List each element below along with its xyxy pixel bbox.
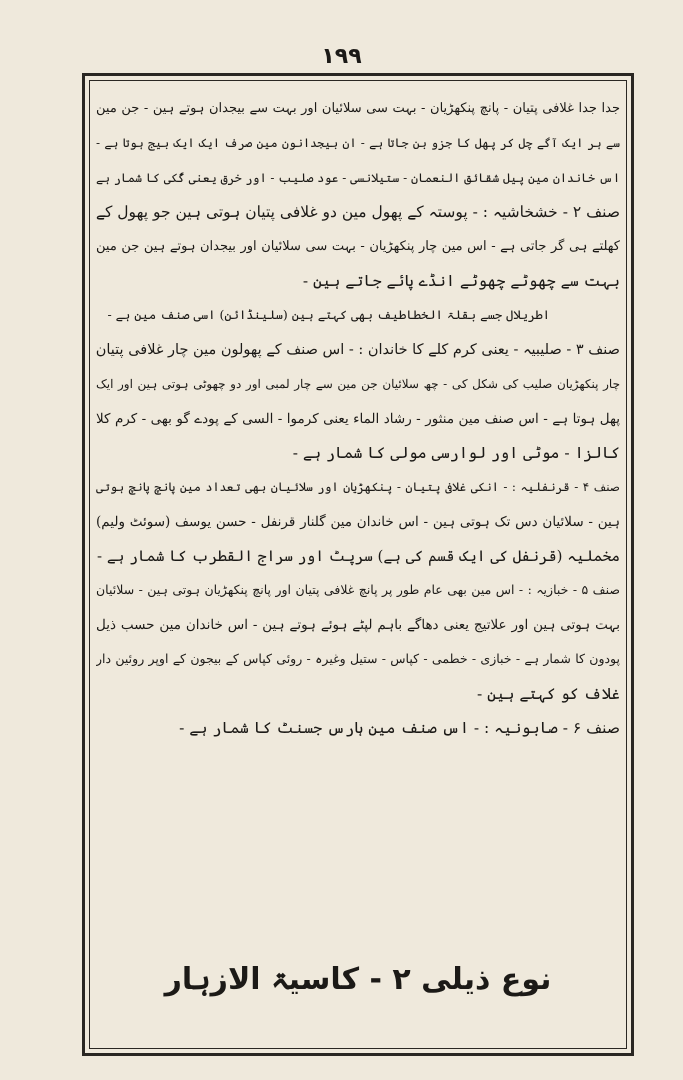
- text-line-section-2: صنف ۲ - خشخاشیہ : - پوستہ کے پھول مین دو غلافی پتیان ہوتی ہین جو پھول کے: [96, 203, 620, 222]
- text-line-section-3: صنف ۳ - صلیبیہ - یعنی کرم کلے کا خاندان : - اس صنف کے پھولون مین چار غلافی پتیان: [96, 341, 620, 358]
- text-line: مخملیہ (قرنفل کی ایک قسم کی ہے) سرپٹ اور سراج القطرب کا شمار ہے -: [97, 547, 620, 566]
- text-line-section-5: صنف ۵ - خبازیہ : - اس مین بھی عام طور پر پانچ غلافی پتیان اور پانچ پنکھڑیان ہوتی ہین - سلائیان: [96, 582, 620, 598]
- section-subtitle: نوع ذیلی ۲ - کاسیۃ الازہار: [164, 962, 552, 997]
- text-line: پھل ہوتا ہے - اس صنف مین منثور - رشاد الماء یعنی کرموا - السی کے پودے گو بھی - کرم کلا: [96, 410, 620, 427]
- text-line: چار پنکھڑیان صلیب کی شکل کی - چھ سلائیان جن مین سے چار لمبی اور دو چھوٹی ہوتی ہین اور ایک: [96, 377, 620, 392]
- text-line: بہت ہوتی ہین اور علاتیج یعنی دھاگے باہم لپٹے ہوئے ہوتے ہین - اس خاندان مین حسب ذیل: [96, 616, 620, 633]
- text-line-section-4: صنف ۴ - قرنفلیہ : - انکی غلافی پتیان - پنکھڑیان اور سلائیان بھی تعداد مین پانچ پانچ ہوتی: [96, 480, 620, 495]
- text-line: ہین - سلائیان دس تک ہوتی ہین - اس خاندان مین گلنار قرنفل - حسن یوسف (سوئٹ ولیم): [96, 513, 620, 530]
- text-line: پودون کا شمار ہے - خبازی - خطمی - کپاس - ستیل وغیرہ - روئی کپاس کے بیجون کے اوپر روئین دار: [96, 651, 620, 667]
- text-line: کالزا - موٹی اور لوارسی مولی کا شمار ہے -: [292, 443, 620, 462]
- text-line-section-6: صنف ۶ - صابونیہ : - اس صنف مین ہارس جسنٹ کا شمار ہے -: [179, 719, 620, 738]
- text-line: اس خاندان مین پیل شقائق النعمان - ستیلانسی - عود صلیب - اور خرق یعنی گُکی کا شمار ہے: [96, 170, 620, 185]
- text-line: سے ہر ایک آگے چل کر پھل کا جزو بن جاتا ہے - ان بیجدانون مین صرف ایک ایک بیج ہوتا ہے -: [96, 136, 620, 151]
- body-text: [96, 92, 620, 745]
- text-line: کھلتے ہی گر جاتی ہے - اس مین چار پنکھڑیان - بہت سی سلائیان اور بیجدان ہوتے ہین جن مین: [96, 238, 620, 254]
- text-line: بہت سے چھوٹے چھوٹے انڈے پائے جاتے ہین -: [302, 271, 620, 290]
- page-number: ۱۹۹: [321, 44, 362, 69]
- text-line: اطریلال جسے بقلۃ الخطاطیف بھی کہتے ہین (سلینڈائن) اسی صنف مین ہے -: [107, 307, 550, 323]
- text-line: جدا جدا غلافی پتیان - پانچ پنکھڑیان - بہت سی سلائیان اور بہت سے بیجدان ہوتے ہین - جن مین: [96, 101, 620, 116]
- text-line: غلاف کو کہتے ہین -: [476, 684, 620, 703]
